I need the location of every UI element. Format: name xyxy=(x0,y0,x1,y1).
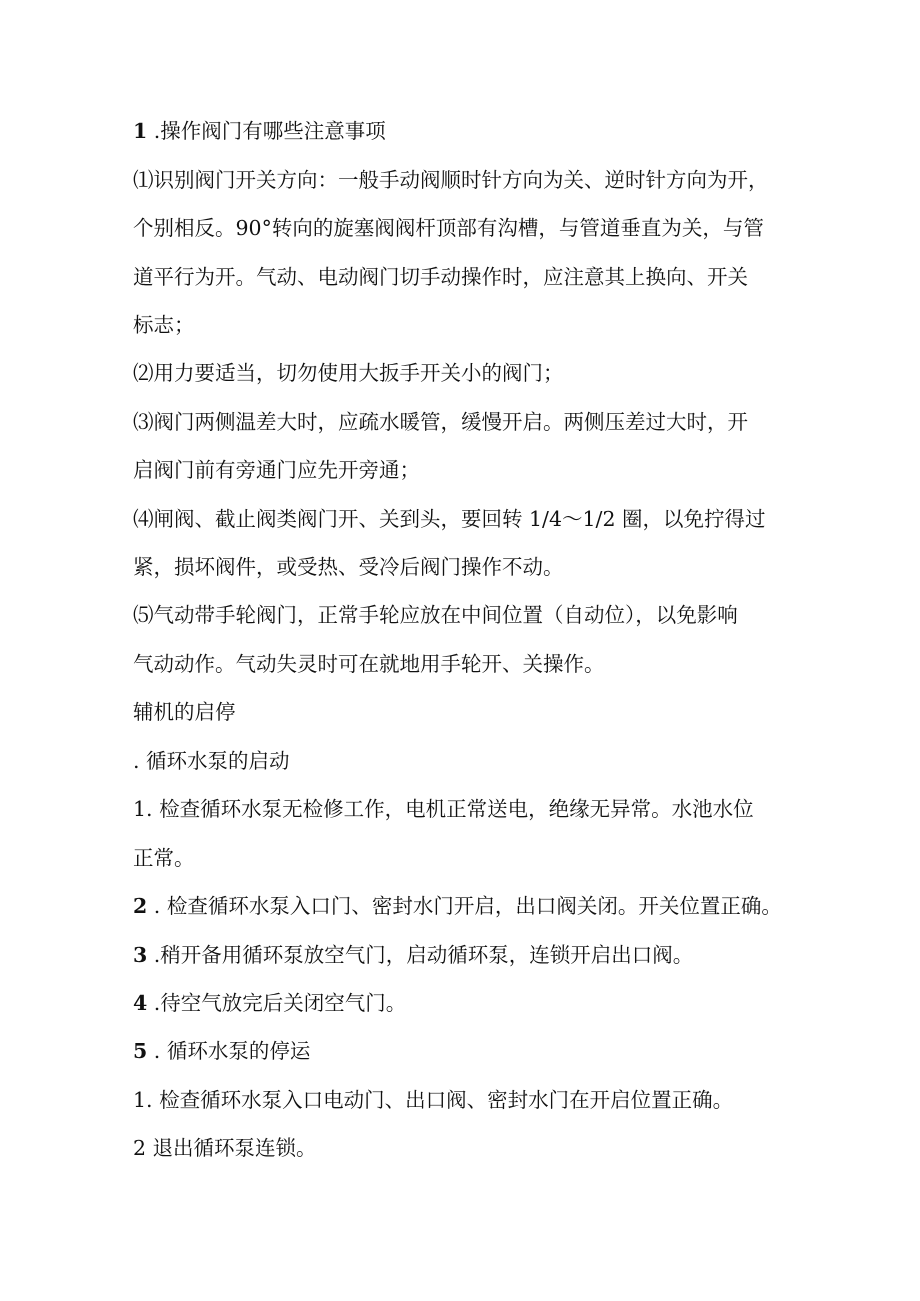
line-text: 辅机的启停 xyxy=(133,700,236,724)
text-line xyxy=(133,794,793,824)
line-text: .稍开备用循环泵放空气门，启动循环泵，连锁开启出口阀。 xyxy=(147,943,694,967)
line-number: 2 xyxy=(133,894,148,918)
numbered-line xyxy=(133,1036,793,1066)
text-line xyxy=(133,310,793,340)
line-number: 5 xyxy=(133,1039,148,1063)
line-text: . 检查循环水泵入口门、密封水门开启，出口阀关闭。开关位置正确。 xyxy=(147,894,782,918)
subsection-title xyxy=(133,746,793,776)
line-text: 1. 检查循环水泵入口电动门、出口阀、密封水门在开启位置正确。 xyxy=(133,1088,734,1112)
line-text: 正常。 xyxy=(133,846,195,870)
text-line xyxy=(133,1085,793,1115)
line-text: 1. 检查循环水泵无检修工作，电机正常送电，绝缘无异常。水池水位 xyxy=(133,797,754,821)
text-line xyxy=(133,455,793,485)
line-number: 3 xyxy=(133,943,148,967)
line-text: . 循环水泵的停运 xyxy=(147,1039,311,1063)
line-text: .操作阀门有哪些注意事项 xyxy=(147,119,386,143)
numbered-line xyxy=(133,940,793,970)
line-text: 道平行为开。气动、电动阀门切手动操作时，应注意其上换向、开关 xyxy=(133,265,748,289)
heading-line xyxy=(133,116,793,146)
line-text: ⑶阀门两侧温差大时，应疏水暖管，缓慢开启。两侧压差过大时，开 xyxy=(133,410,748,434)
text-line xyxy=(133,649,793,679)
line-text: 标志； xyxy=(133,313,195,337)
text-line xyxy=(133,600,793,630)
line-text: 2 退出循环泵连锁。 xyxy=(133,1136,317,1160)
line-text: ⑵用力要适当，切勿使用大扳手开关小的阀门； xyxy=(133,361,564,385)
line-text: 启阀门前有旁通门应先开旁通； xyxy=(133,458,420,482)
section-title xyxy=(133,697,793,727)
text-line xyxy=(133,843,793,873)
line-text: . 循环水泵的启动 xyxy=(133,749,290,773)
text-line xyxy=(133,552,793,582)
line-text: .待空气放完后关闭空气门。 xyxy=(147,991,407,1015)
text-line xyxy=(133,165,793,195)
line-number: 4 xyxy=(133,991,148,1015)
text-line xyxy=(133,262,793,292)
text-line xyxy=(133,1133,793,1163)
text-line xyxy=(133,407,793,437)
line-text: 气动动作。气动失灵时可在就地用手轮开、关操作。 xyxy=(133,652,605,676)
numbered-line xyxy=(133,988,793,1018)
numbered-line xyxy=(133,891,793,921)
text-line xyxy=(133,213,793,243)
line-text: 紧，损坏阀件，或受热、受冷后阀门操作不动。 xyxy=(133,555,564,579)
line-text: ⑴识别阀门开关方向：一般手动阀顺时针方向为关、逆时针方向为开， xyxy=(133,168,769,192)
line-text: ⑸气动带手轮阀门，正常手轮应放在中间位置（自动位），以免影响 xyxy=(133,603,738,627)
text-line xyxy=(133,504,793,534)
line-number: 1 xyxy=(133,119,148,143)
line-text: 个别相反。90°转向的旋塞阀阀杆顶部有沟槽，与管道垂直为关，与管 xyxy=(133,216,764,240)
text-line xyxy=(133,358,793,388)
line-text: ⑷闸阀、截止阀类阀门开、关到头，要回转 1/4～1/2 圈，以免拧得过 xyxy=(133,507,766,531)
